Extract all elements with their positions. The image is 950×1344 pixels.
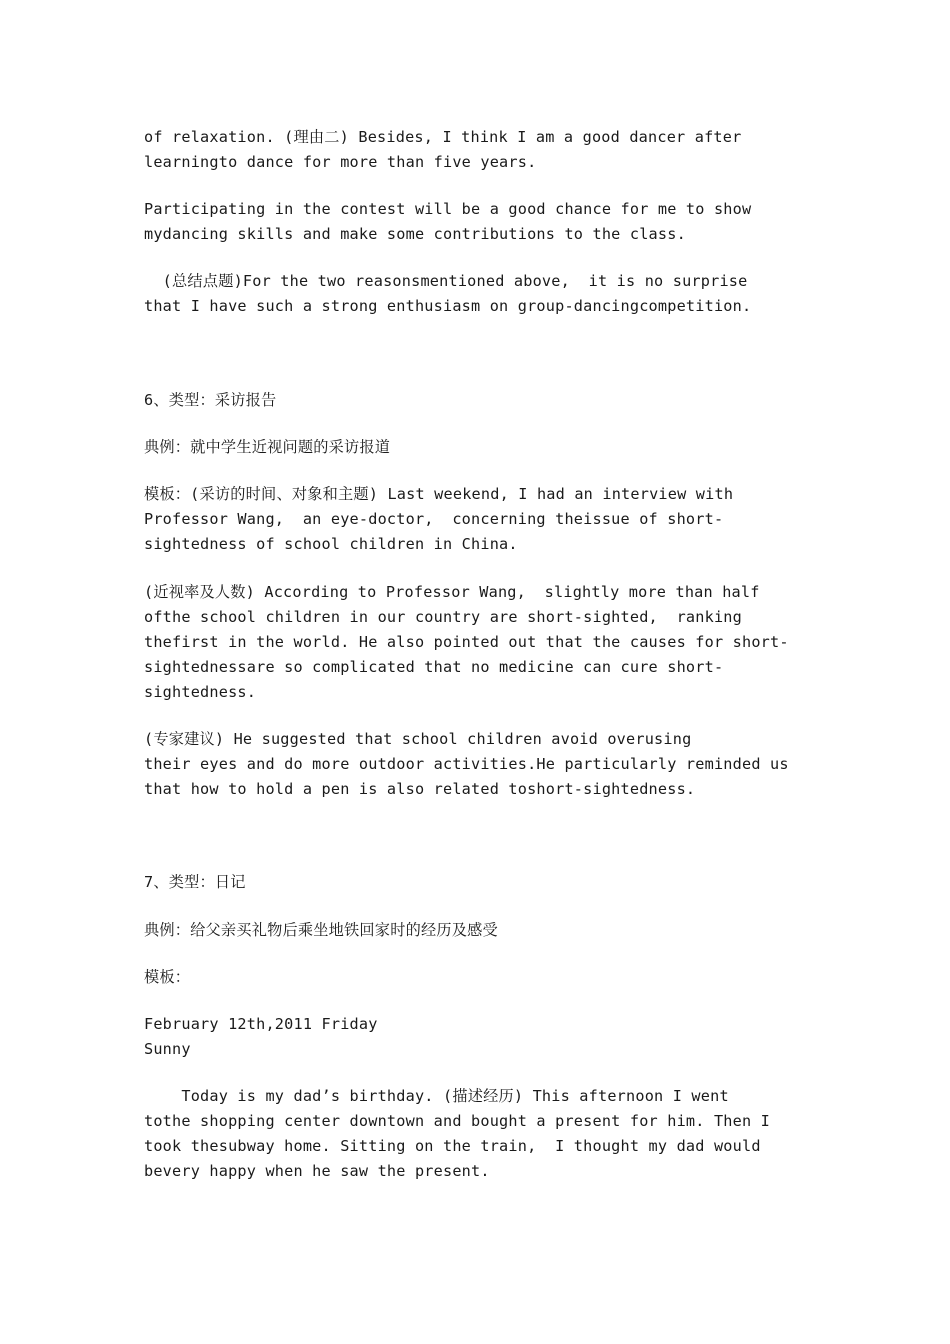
- text-line: ofthe school children in our country are short-sighted, ranking: [144, 608, 742, 626]
- text-line: sightedness.: [144, 683, 257, 701]
- template-line: 模板：: [144, 968, 191, 986]
- text-line: thefirst in the world. He also pointed out that the causes for short-: [144, 633, 789, 651]
- text-line: of relaxation. (理由二) Besides, I think I am a good dancer after: [144, 128, 742, 146]
- template-line: 模板：(采访的时间、对象和主题) Last weekend, I had an interview with: [144, 485, 734, 503]
- text-line: their eyes and do more outdoor activities.He particularly reminded us: [144, 755, 789, 773]
- section-heading: 6、类型：采访报告: [144, 391, 277, 409]
- example-line: 典例：就中学生近视问题的采访报道: [144, 438, 391, 456]
- diary-weather: Sunny: [144, 1040, 191, 1058]
- text-line: mydancing skills and make some contributions to the class.: [144, 225, 686, 243]
- text-line: (总结点题)For the two reasonsmentioned above, it is no surprise: [144, 272, 748, 290]
- text-line: Today is my dad’s birthday. (描述经历) This afternoon I went: [144, 1087, 729, 1105]
- text-line: that how to hold a pen is also related toshort-sightedness.: [144, 780, 696, 798]
- section-heading: 7、类型：日记: [144, 873, 246, 891]
- text-line: bevery happy when he saw the present.: [144, 1162, 490, 1180]
- text-line: Participating in the contest will be a good chance for me to show: [144, 200, 752, 218]
- text-line: tothe shopping center downtown and bought a present for him. Then I: [144, 1112, 771, 1130]
- text-line: (近视率及人数) According to Professor Wang, slightly more than half: [144, 583, 760, 601]
- text-line: learningto dance for more than five years.: [144, 153, 537, 171]
- text-line: that I have such a strong enthusiasm on group-dancingcompetition.: [144, 297, 752, 315]
- text-line: Professor Wang, an eye-doctor, concerning theissue of short-: [144, 510, 724, 528]
- example-line: 典例：给父亲买礼物后乘坐地铁回家时的经历及感受: [144, 921, 498, 939]
- text-line: (专家建议) He suggested that school children avoid overusing: [144, 730, 692, 748]
- diary-date: February 12th,2011 Friday: [144, 1015, 378, 1033]
- text-line: took thesubway home. Sitting on the train, I thought my dad would: [144, 1137, 761, 1155]
- text-line: sightednessare so complicated that no medicine can cure short-: [144, 658, 724, 676]
- text-line: sightedness of school children in China.: [144, 535, 518, 553]
